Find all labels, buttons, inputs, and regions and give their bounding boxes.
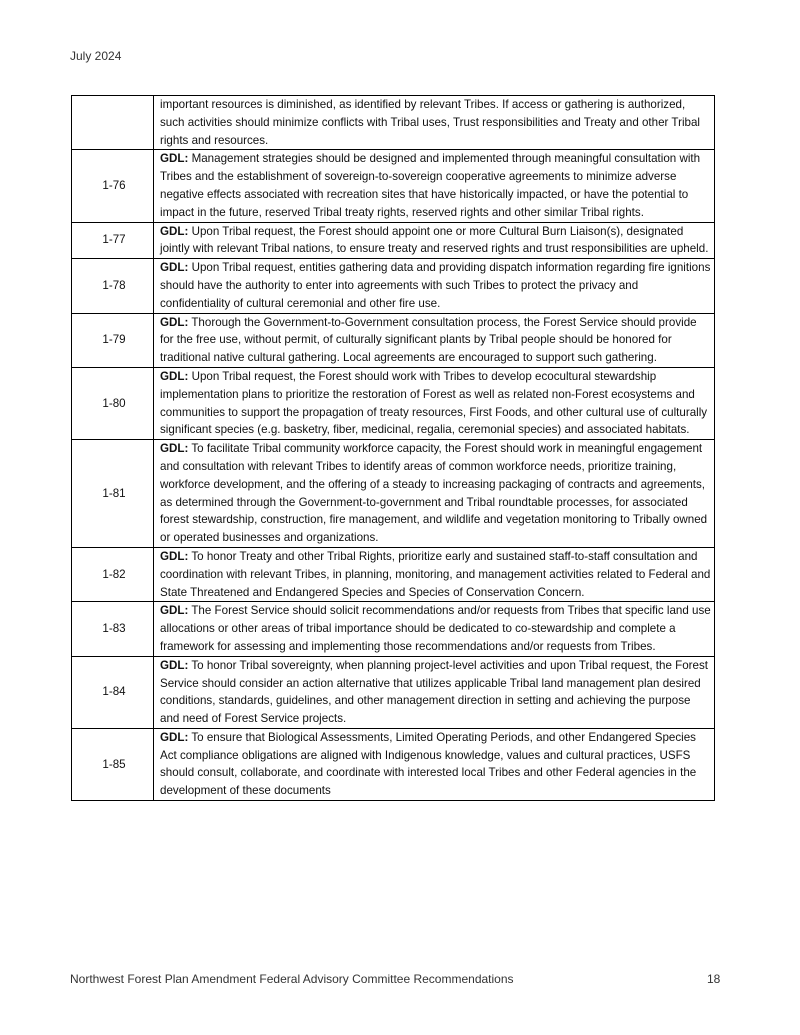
footer-title: Northwest Forest Plan Amendment Federal Advisory Committee Recommendations xyxy=(70,972,514,986)
row-number: 1-81 xyxy=(72,440,154,548)
table-row xyxy=(72,367,715,439)
row-text xyxy=(154,222,715,259)
row-number: 1-82 xyxy=(72,547,154,601)
guideline-label: GDL: xyxy=(160,658,189,672)
guideline-text: Thorough the Government-to-Government consultation process, the Forest Service should provide for the free use, without permit, of culturally significant plants by Tribal people should be honored for traditional native cultural gathering. Local agreements are encouraged to support such gathering. xyxy=(160,315,697,365)
row-text xyxy=(154,259,715,313)
row-number: 1-77 xyxy=(72,222,154,259)
table-row xyxy=(72,547,715,601)
guideline-label: GDL: xyxy=(160,369,189,383)
row-text xyxy=(154,728,715,800)
guideline-text: Upon Tribal request, the Forest should appoint one or more Cultural Burn Liaison(s), designated jointly with relevant Tribal nations, to ensure treaty and reserved rights and trust responsibilities are upheld. xyxy=(160,224,709,256)
guideline-label: GDL: xyxy=(160,152,189,166)
guideline-label: GDL: xyxy=(160,315,189,329)
row-number: 1-79 xyxy=(72,313,154,367)
row-text xyxy=(154,367,715,439)
guideline-text: The Forest Service should solicit recommendations and/or requests from Tribes that specific land use allocations or other areas of tribal importance should be dedicated to co-stewardship and complete a framework for assessing and implementing those recommendations and/or requests from Tribes. xyxy=(160,604,711,653)
row-text xyxy=(154,656,715,728)
row-number: 1-78 xyxy=(72,259,154,313)
row-number: 1-83 xyxy=(72,602,154,656)
guideline-text: To honor Treaty and other Tribal Rights, prioritize early and sustained staff-to-staff consultation and coordination with relevant Tribes, in planning, monitoring, and management activities related to Federal and State Threatened and Endangered Species and Species of Conservation Concern. xyxy=(160,549,711,599)
row-number: 1-76 xyxy=(72,150,154,222)
table-row xyxy=(72,313,715,367)
table-row xyxy=(72,222,715,259)
guideline-text: To facilitate Tribal community workforce capacity, the Forest should work in meaningful engagement and consultation with relevant Tribes to identify areas of common workforce needs, prioritize training, workforce development, and the offering of a steady to increasing packaging of contracts and agreements, as determined through the Government-to-government and Tribal roundtable processes, for associated forest stewardship, construction, fire management, and wildlife and vegetation monitoring to Tribally owned or operated businesses and organizations. xyxy=(160,442,708,545)
recommendations-table xyxy=(71,95,715,801)
row-number xyxy=(72,96,154,150)
row-number: 1-80 xyxy=(72,367,154,439)
table-row xyxy=(72,96,715,150)
guideline-label: GDL: xyxy=(160,261,189,275)
row-number: 1-84 xyxy=(72,656,154,728)
row-text xyxy=(154,440,715,548)
guideline-text: Management strategies should be designed and implemented through meaningful consultation with Tribes and the establishment of sovereign-to-sovereign cooperative agreements to minimize adverse negative effects associated with recreation sites that have historically impacted, or have the potential to impact in the future, reserved Tribal treaty rights, reserved rights and other similar Tribal rights. xyxy=(160,152,701,219)
row-text xyxy=(154,547,715,601)
guideline-text: Upon Tribal request, the Forest should work with Tribes to develop ecocultural stewardship implementation plans to prioritize the restoration of Forest as well as related non-Forest ecosystems and communities to support the propagation of treaty resources, First Foods, and other cultural use of culturally significant species (e.g. basketry, fiber, medicinal, regalia, ceremonial species) and associated habitats. xyxy=(160,369,708,437)
row-text xyxy=(154,150,715,222)
guideline-label: GDL: xyxy=(160,549,189,563)
table-row xyxy=(72,602,715,656)
header-date: July 2024 xyxy=(70,49,122,63)
table-row xyxy=(72,728,715,800)
guideline-label: GDL: xyxy=(160,224,189,238)
row-number: 1-85 xyxy=(72,728,154,800)
table-row xyxy=(72,150,715,222)
table-row xyxy=(72,656,715,728)
guideline-text: To ensure that Biological Assessments, Limited Operating Periods, and other Endangered Species Act compliance obligations are aligned with Indigenous knowledge, values and cultural practices, USFS should consult, collaborate, and coordinate with interested local Tribes and other Federal agencies in the development of these documents xyxy=(160,730,697,798)
guideline-text: Upon Tribal request, entities gathering data and providing dispatch information regarding fire ignitions should have the authority to enter into agreements with such Tribes to protect the privacy and confidentiality of cultural ceremonial and other fire use. xyxy=(160,261,711,310)
guideline-label: GDL: xyxy=(160,442,189,456)
guideline-text: To honor Tribal sovereignty, when planning project-level activities and upon Tribal request, the Forest Service should consider an action alternative that utilizes applicable Tribal land management plan desired conditions, standards, guidelines, and other management direction in setting and achieving the purpose and need of Forest Service projects. xyxy=(160,658,708,726)
guideline-label: GDL: xyxy=(160,730,189,744)
page-number: 18 xyxy=(707,972,721,986)
table-row xyxy=(72,440,715,548)
guideline-label: GDL: xyxy=(160,604,189,618)
row-text xyxy=(154,313,715,367)
table-row xyxy=(72,259,715,313)
row-text xyxy=(154,602,715,656)
row-text: important resources is diminished, as identified by relevant Tribes. If access or gathering is authorized, such activities should minimize conflicts with Tribal uses, Trust responsibilities and Treaty and other Tribal rights and resources. xyxy=(154,96,715,150)
